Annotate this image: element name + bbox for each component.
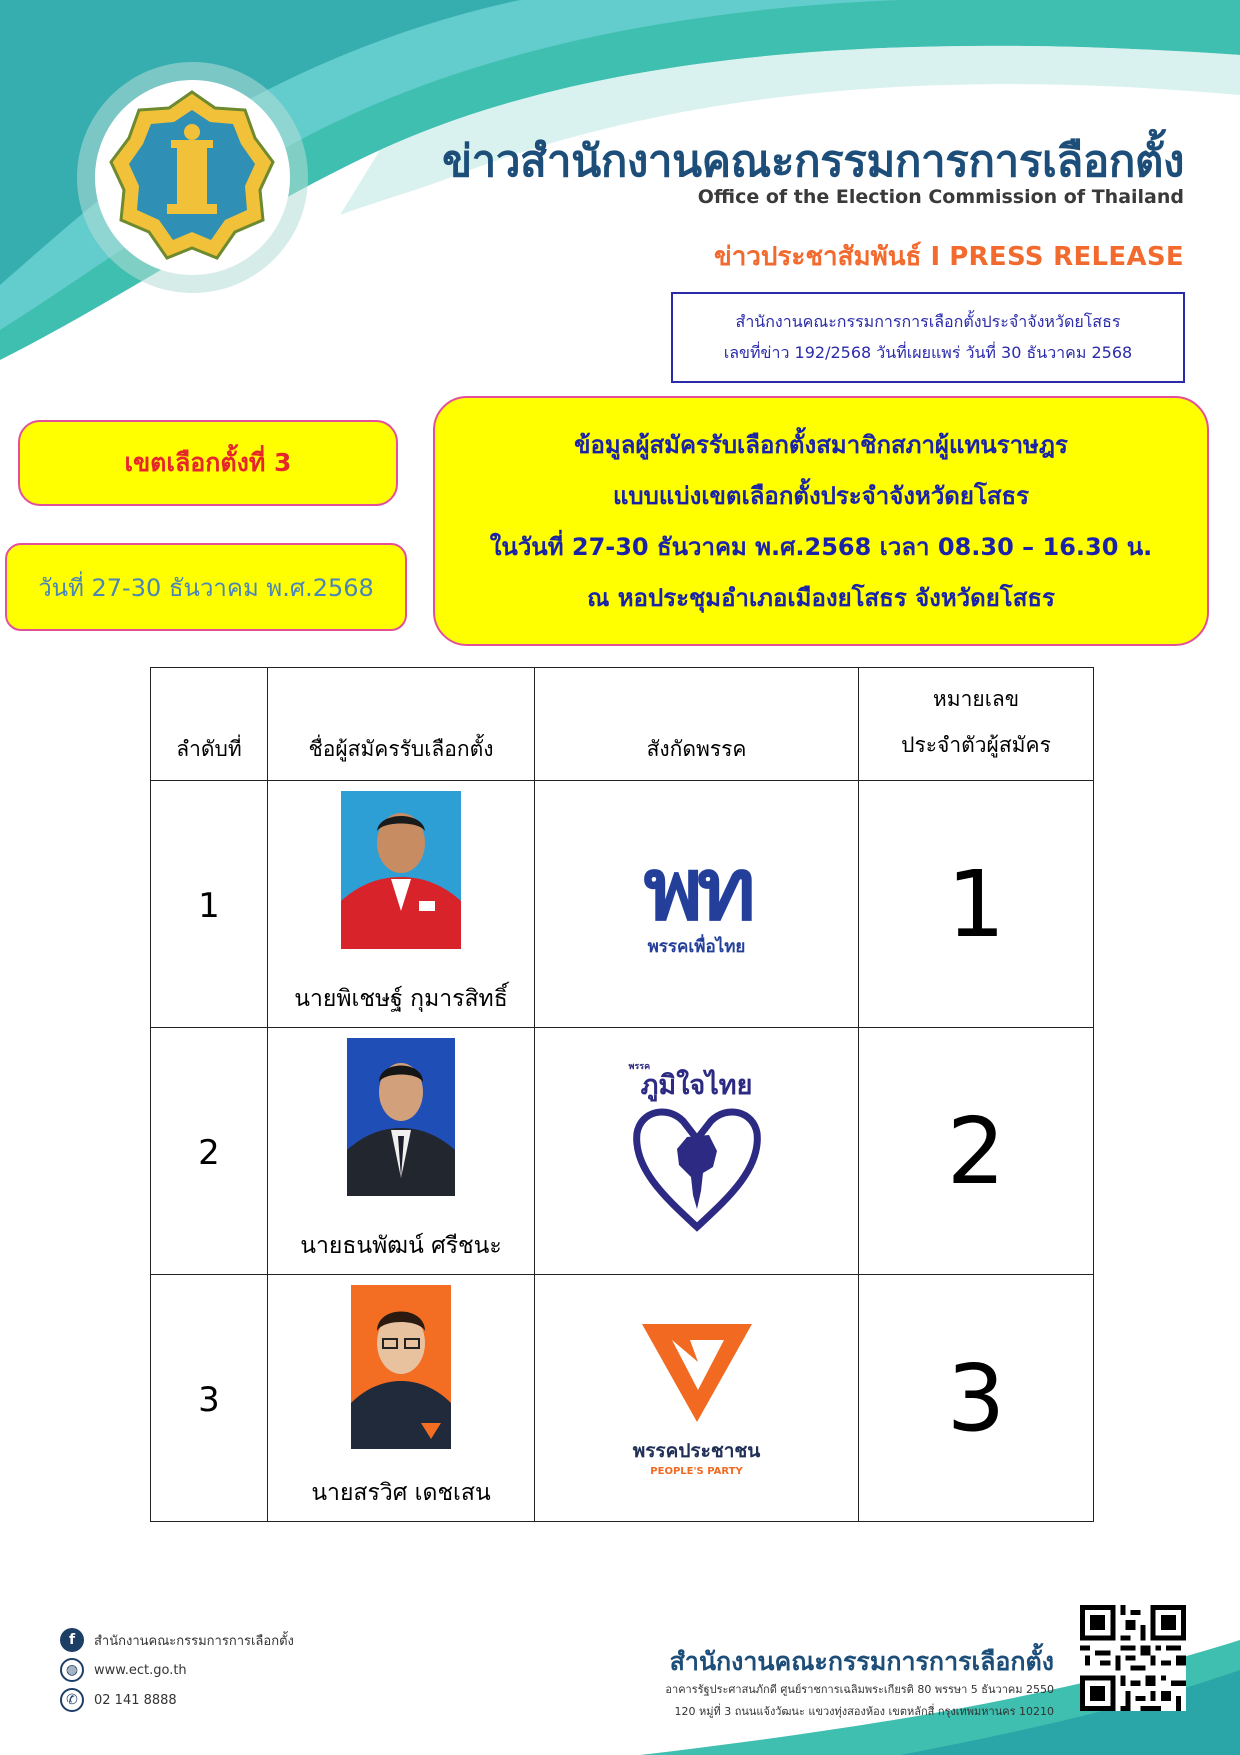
party-cell: [535, 781, 859, 1028]
press-label-thai: ข่าวประชาสัมพันธ์: [713, 242, 922, 272]
candidate-table: [150, 667, 1094, 1522]
phone-icon: ✆: [60, 1688, 84, 1712]
peoples-party-logo: [632, 1318, 762, 1477]
candidate-photo: [347, 1038, 455, 1196]
qr-code[interactable]: [1080, 1605, 1186, 1711]
header-number-line2: ประจำตัวผู้สมัคร: [901, 733, 1051, 757]
candidate-cell: [268, 781, 535, 1028]
header-party: สังกัดพรรค: [535, 668, 859, 781]
date-box: [5, 543, 407, 631]
party-name: ภูมิใจไทย: [640, 1070, 753, 1101]
footer-website[interactable]: [60, 1658, 187, 1682]
date-label: วันที่ 27-30 ธันวาคม พ.ศ.2568: [38, 573, 374, 602]
thailand-heart-icon: [627, 1099, 767, 1239]
party-prefix: พรรค: [628, 1062, 651, 1072]
election-zone-box: [18, 420, 398, 506]
announcement-box: [433, 396, 1209, 646]
party-name-english: PEOPLE'S PARTY: [650, 1466, 743, 1477]
announcement-line-1: ข้อมูลผู้สมัครรับเลือกตั้งสมาชิกสภาผู้แทนราษฎร: [574, 431, 1068, 459]
bhumjaithai-logo: [627, 1059, 767, 1239]
press-label-separator: I: [930, 242, 941, 272]
ect-seal-logo: [95, 80, 290, 275]
footer-address-line2: 120 หมู่ที่ 3 ถนนแจ้งวัฒนะ แขวงทุ่งสองห้อง เขตหลักสี่ กรุงเทพมหานคร 10210: [674, 1705, 1054, 1718]
candidate-name: นายสรวิศ เดชเสน: [311, 1480, 491, 1506]
news-office-line: สำนักงานคณะกรรมการการเลือกตั้งประจำจังหวัดยโสธร: [735, 311, 1121, 331]
footer-website-text: www.ect.go.th: [94, 1662, 187, 1678]
candidate-number: 2: [859, 1028, 1094, 1275]
candidate-cell: [268, 1028, 535, 1275]
table-row: [151, 1028, 1094, 1275]
facebook-icon: f: [60, 1628, 84, 1652]
candidate-name: นายธนพัฒน์ ศรีชนะ: [300, 1233, 502, 1259]
pheu-thai-logo-mark: พท: [643, 839, 750, 940]
candidate-number: 1: [859, 781, 1094, 1028]
footer-address-line1: อาคารรัฐประศาสนภักดี ศูนย์ราชการเฉลิมพระเกียรติ 80 พรรษา 5 ธันวาคม 2550: [665, 1683, 1054, 1696]
candidate-photo: [351, 1285, 451, 1449]
header-seq: ลำดับที่: [151, 668, 268, 781]
news-number-line: เลขที่ข่าว 192/2568 วันที่เผยแพร่ วันที่ 30 ธันวาคม 2568: [723, 342, 1133, 362]
candidate-photo: [341, 791, 461, 949]
header-candidate-name: ชื่อผู้สมัครรับเลือกตั้ง: [268, 668, 535, 781]
table-row: [151, 1275, 1094, 1522]
globe-icon: ◍: [60, 1658, 84, 1682]
table-row: [151, 781, 1094, 1028]
table-header-row: [151, 668, 1094, 781]
announcement-line-3: ในวันที่ 27-30 ธันวาคม พ.ศ.2568 เวลา 08.30 – 16.30 น.: [489, 533, 1153, 561]
row-seq: 2: [151, 1028, 268, 1275]
ect-logo-circle: [95, 80, 290, 275]
header-title-thai: ข่าวสำนักงานคณะกรรมการการเลือกตั้ง: [442, 136, 1184, 187]
press-label-english: PRESS RELEASE: [949, 242, 1184, 272]
pheu-thai-logo: [643, 839, 750, 960]
header-title-english: Office of the Election Commission of Thailand: [697, 186, 1184, 208]
party-cell: [535, 1028, 859, 1275]
news-info-box: [671, 292, 1185, 383]
candidate-number: 3: [859, 1275, 1094, 1522]
party-name: พรรคเพื่อไทย: [647, 936, 746, 957]
party-name: พรรคประชาชน: [632, 1440, 761, 1462]
announcement-line-2: แบบแบ่งเขตเลือกตั้งประจำจังหวัดยโสธร: [612, 482, 1030, 510]
peoples-party-mark-icon: [632, 1318, 762, 1426]
party-cell: [535, 1275, 859, 1522]
row-seq: 1: [151, 781, 268, 1028]
footer-organization: สำนักงานคณะกรรมการการเลือกตั้ง: [669, 1647, 1054, 1676]
footer-phone[interactable]: [60, 1688, 177, 1712]
candidate-cell: [268, 1275, 535, 1522]
announcement-line-4: ณ หอประชุมอำเภอเมืองยโสธร จังหวัดยโสธร: [587, 584, 1055, 612]
footer-facebook-text: สำนักงานคณะกรรมการการเลือกตั้ง: [94, 1633, 294, 1649]
press-release-label: [714, 236, 1184, 277]
row-seq: 3: [151, 1275, 268, 1522]
election-zone-label: เขตเลือกตั้งที่ 3: [124, 448, 292, 477]
footer-facebook[interactable]: [60, 1628, 294, 1652]
footer-phone-text: 02 141 8888: [94, 1692, 177, 1708]
header-number-line1: หมายเลข: [932, 687, 1020, 711]
header-candidate-number: [859, 668, 1094, 781]
candidate-name: นายพิเชษฐ์ กุมารสิทธิ์: [294, 986, 508, 1012]
